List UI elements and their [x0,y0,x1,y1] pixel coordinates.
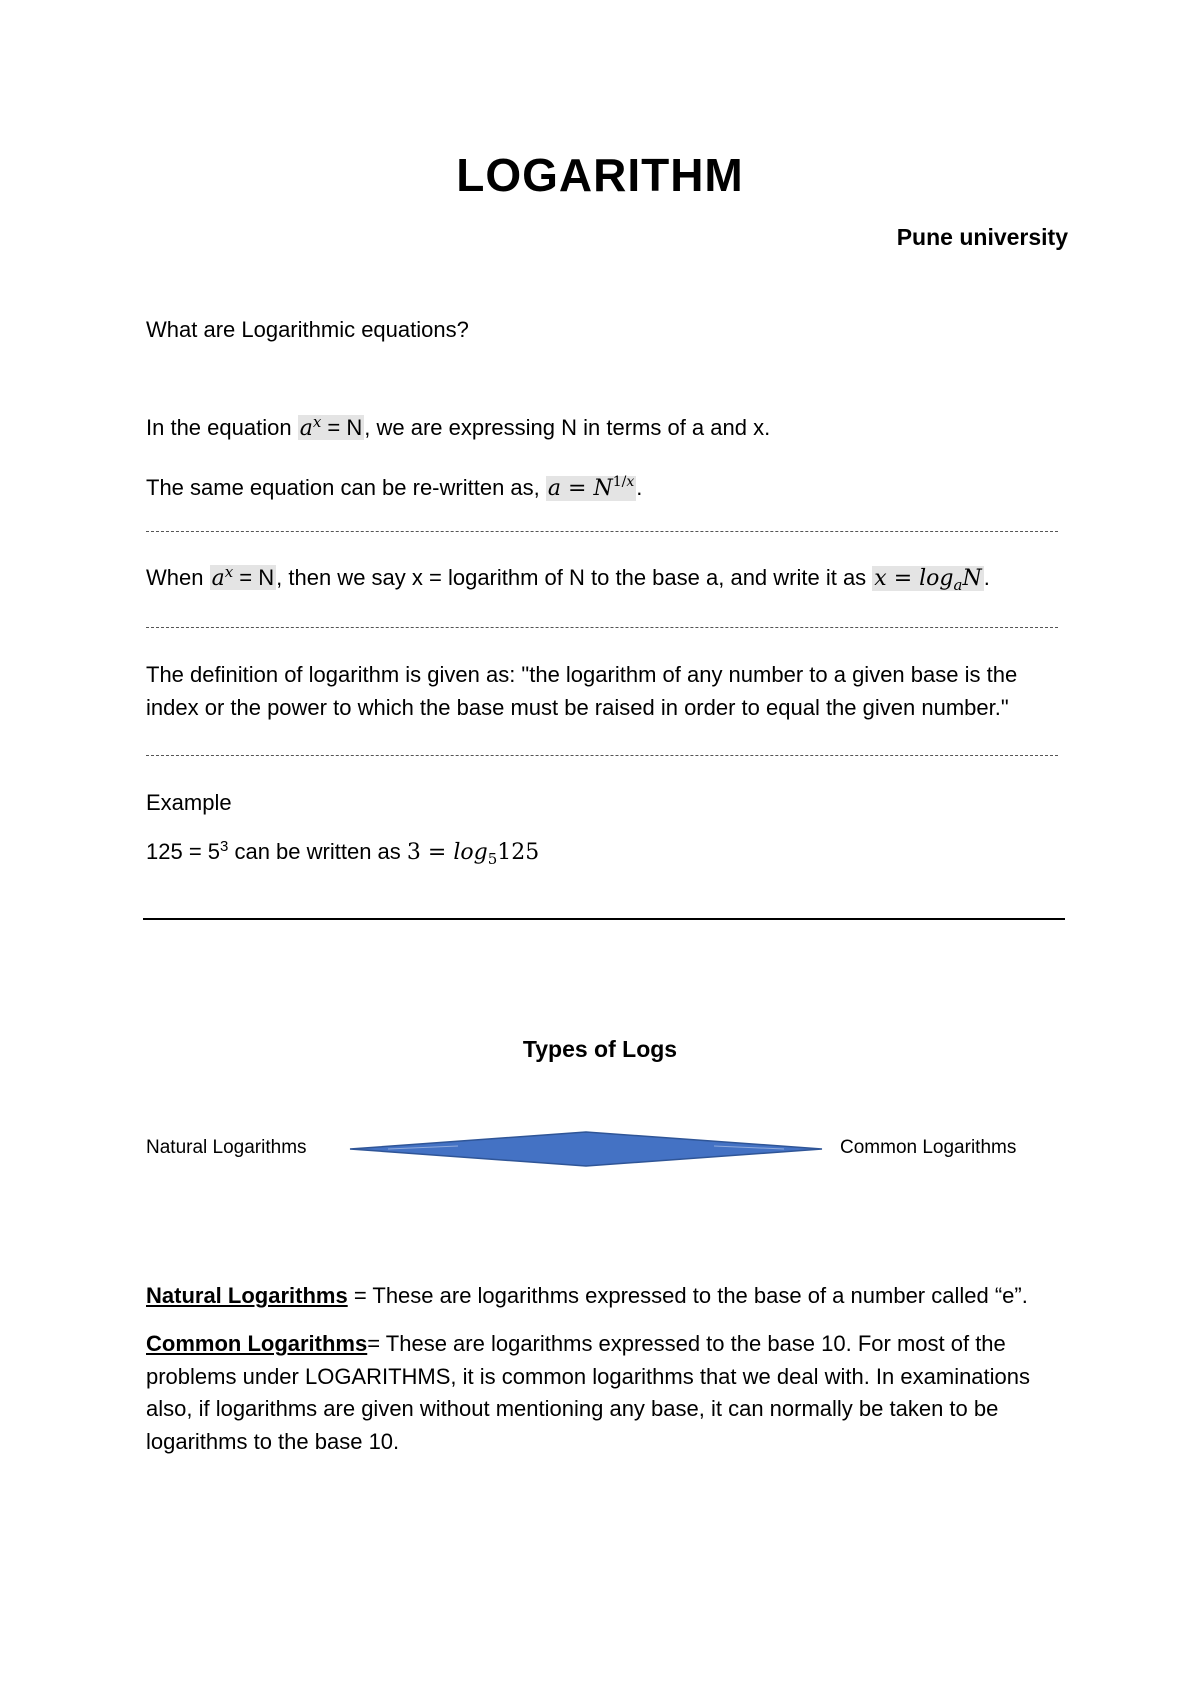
types-heading: Types of Logs [522,1036,678,1062]
question-heading: What are Logarithmic equations? [146,317,469,342]
equation-line-1-before: In the equation [146,415,298,440]
equation-line-2: The same equation can be re-written as, $a = N^{1/x}$. [146,474,643,501]
natural-logarithms-term: Natural Logarithms [146,1283,348,1308]
natural-logarithms-definition: Natural Logarithms = These are logarithms expressed to the base of a number called “e”. [146,1283,1028,1308]
example-label: Example [146,790,232,815]
dashed-divider [146,755,1058,756]
equation-highlight: $a^x = N$ [211,563,275,591]
example-log-equation: $3 = \log_5125$ [406,840,540,868]
page-title: LOGARITHM [456,149,744,201]
log-definition-highlight: $x = \log_aN$ [874,566,982,594]
equation-line-1-after: , we are expressing N in terms of a and x. [364,415,771,440]
double-arrow-shape [348,1126,824,1172]
common-logarithms-definition: Common Logarithms= These are logarithms expressed to the base 10. For most of the problems under LOGARITHMS, it is common logarithms that we deal with. In examinations also, if logarithms are given without mentioning any base, it can normally be taken to be logarithms to the base 10. [146,1331,1031,1454]
double-arrow-icon [350,1132,822,1166]
section-rule [143,918,1065,920]
common-logarithms-term: Common Logarithms [146,1331,368,1356]
page-subtitle: Pune university [896,224,1068,250]
dashed-divider [146,627,1058,628]
natural-logarithms-label: Natural Logarithms [146,1137,307,1158]
equation-line-3: When $a^x = N$, then we say x = logarithm of N to the base a, and write it as $x = \log_aN$. [146,563,990,594]
definition-paragraph: The definition of logarithm is given as: "the logarithm of any number to a given base is the index or the power to which the base must be raised in order to equal the given number." [146,662,1018,720]
dashed-divider [146,531,1058,532]
equation-line-1 [146,412,1066,445]
equation-highlight: $a^x = N$ [299,413,363,441]
equation-line-2-before: The same equation can be re-written as, [146,475,546,500]
example-line: $125 = 5^3$ can be written as $3 = \log_5125$ [146,838,540,868]
equation-highlight-root: $a = N^{1/x}$ [547,474,635,501]
common-logarithms-label: Common Logarithms [840,1137,1017,1158]
